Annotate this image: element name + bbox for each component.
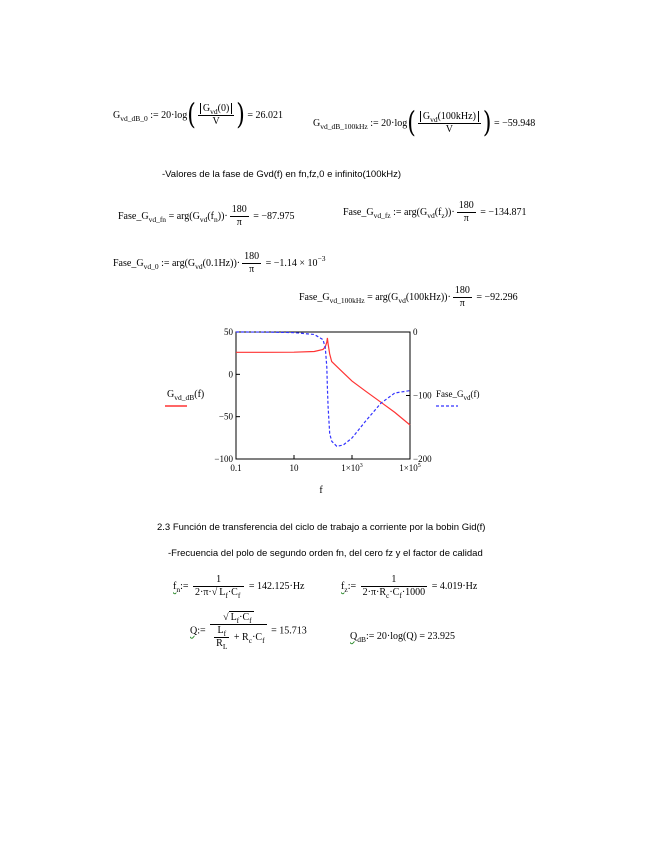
x-tick-label: $1\times 10^5$ <box>399 463 421 473</box>
x-tick-label: $1\times 10^3$ <box>341 463 363 473</box>
x-tick-label: 10 <box>289 463 299 473</box>
x-axis-label: f <box>319 485 323 496</box>
eq-fase-gvd-fz: $Fase\_G_{vd\_fz}$ := $arg(G_{vd}(f_z))\cdot$ $\frac{180}{\pi}$ = −134.871 <box>343 200 527 224</box>
x-tick-label: 0.1 <box>230 463 242 473</box>
left-tick-label: −50 <box>218 411 233 422</box>
eq-fase-gvd-0: $Fase\_G_{vd\_0}$ := $arg(G_{vd}(0.1Hz))\cdot$ $\frac{180}{\pi}$ = $-1.14 \times 10^{-3}$ <box>113 251 326 275</box>
eq-fase-gvd-100khz: $Fase\_G_{vd\_100kHz} = arg(G_{vd}(100kHz))\cdot$ $\frac{180}{\pi}$ = −92.296 <box>299 285 518 309</box>
section-phase-heading: -Valores de la fase de Gvd(f) en fn,fz,0 e infinito(100kHz) <box>162 169 402 180</box>
eq-gvd-db-100khz: $G_{vd\_dB\_100kHz}$ := 20·log( $\frac{G_{vd}(100kHz)}{V}$ ) = −59.948 <box>313 106 536 140</box>
legend-right-label: $Fase\_G_{vd}(f)$ <box>436 389 480 402</box>
left-tick-label: 50 <box>224 327 233 337</box>
right-tick-label: −100 <box>413 390 432 401</box>
section-2-3-heading: 2.3 Función de transferencia del ciclo de trabajo a corriente por la bobin Gid(f) <box>157 522 486 533</box>
eq-fz: $f_z:=$ $\frac{1}{2\cdot\pi\cdot R_c\cdot C_f\cdot 1000}$ = 4.019·Hz <box>341 574 478 600</box>
eq-gvd-db-0: $G_{vd\_dB\_0}$ := 20·log( $\frac{G_{vd}(0)}{V}$ ) = 26.021 <box>113 98 284 132</box>
legend-left-label: $G_{vd\_dB}(f)$ <box>167 389 205 402</box>
eq-fn: $f_n:=$ $\frac{1}{2\cdot\pi\cdot√ L_f\cdot C_f}$ = 142.125·Hz <box>173 574 305 600</box>
right-tick-label: −200 <box>413 454 432 464</box>
eq-q: Q:= √ $L_f\cdot C_f$ $\frac{L_f}{R_L}$ + $R_c\cdot C_f$ = 15.713 <box>190 612 307 651</box>
right-tick-label: 0 <box>413 327 418 337</box>
eq-fase-gvd-fn: $Fase\_G_{vd\_fn} = arg(G_{vd}(f_n))\cdot$ $\frac{180}{\pi}$ = −87.975 <box>118 204 295 228</box>
left-tick-label: −100 <box>214 454 233 464</box>
left-tick-label: 0 <box>228 369 233 380</box>
series-left <box>236 338 410 425</box>
section-freq-heading: -Frecuencia del polo de segundo orden fn, del cero fz y el factor de calidad <box>168 548 483 559</box>
eq-qdb: $Q_{dB}:= 20\cdot\log(Q) = 23.925$ <box>350 631 456 644</box>
plot-frame <box>236 332 410 459</box>
